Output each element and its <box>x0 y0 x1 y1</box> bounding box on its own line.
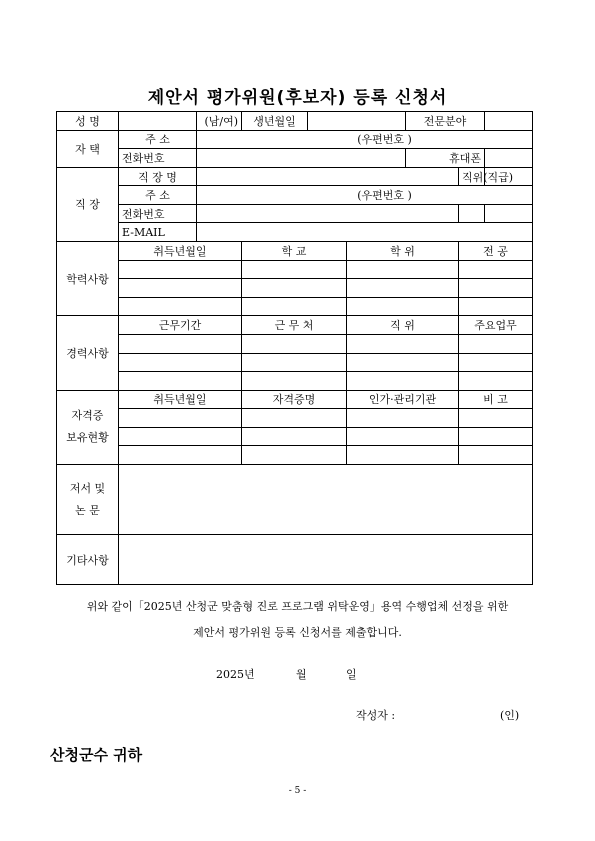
home-phone-input[interactable] <box>197 149 406 168</box>
table-row <box>57 279 533 298</box>
table-row <box>57 427 533 446</box>
career-header-period: 근무기간 <box>119 316 242 335</box>
education-cell[interactable] <box>347 279 459 298</box>
company-label: 직 장 명 <box>119 167 197 186</box>
email-label: E-MAIL <box>119 223 197 242</box>
email-input[interactable] <box>197 223 533 242</box>
license-cell[interactable] <box>242 409 347 428</box>
license-header-issuer: 인가·관리기관 <box>347 390 459 409</box>
license-cell[interactable] <box>459 409 533 428</box>
work-address-label: 주 소 <box>119 186 197 205</box>
table-row <box>57 372 533 391</box>
education-cell[interactable] <box>242 297 347 316</box>
career-cell[interactable] <box>347 353 459 372</box>
table-row <box>57 297 533 316</box>
license-cell[interactable] <box>347 446 459 465</box>
license-cell[interactable] <box>242 446 347 465</box>
table-row <box>57 409 533 428</box>
career-cell[interactable] <box>347 334 459 353</box>
work-extra-input[interactable] <box>459 204 485 223</box>
work-postal-label: (우편번호 ) <box>357 189 412 203</box>
table-row <box>57 446 533 465</box>
birth-date-input[interactable] <box>308 112 406 131</box>
career-cell[interactable] <box>459 372 533 391</box>
education-cell[interactable] <box>459 260 533 279</box>
specialty-label: 전문분야 <box>406 112 485 131</box>
publications-input[interactable] <box>119 464 533 534</box>
recipient: 산청군수 귀하 <box>50 746 143 764</box>
license-header-name: 자격증명 <box>242 390 347 409</box>
career-cell[interactable] <box>119 372 242 391</box>
form-title: 제안서 평가위원(후보자) 등록 신청서 <box>147 88 448 108</box>
work-address-input[interactable] <box>197 186 533 205</box>
etc-label: 기타사항 <box>57 535 119 585</box>
license-cell[interactable] <box>459 427 533 446</box>
work-phone-input[interactable] <box>197 204 459 223</box>
career-cell[interactable] <box>459 334 533 353</box>
license-cell[interactable] <box>119 409 242 428</box>
birth-date-label: 생년월일 <box>242 112 308 131</box>
table-row <box>57 260 533 279</box>
education-cell[interactable] <box>242 260 347 279</box>
education-cell[interactable] <box>119 279 242 298</box>
specialty-input[interactable] <box>485 112 533 131</box>
table-row <box>57 334 533 353</box>
education-cell[interactable] <box>347 260 459 279</box>
license-cell[interactable] <box>347 409 459 428</box>
home-phone-label: 전화번호 <box>119 149 197 168</box>
date-day: 일 <box>346 668 357 681</box>
table-row <box>57 353 533 372</box>
license-section-label <box>57 390 119 464</box>
license-cell[interactable] <box>119 427 242 446</box>
education-cell[interactable] <box>242 279 347 298</box>
education-cell[interactable] <box>119 297 242 316</box>
gender-label[interactable]: (남/여) <box>197 112 242 131</box>
education-cell[interactable] <box>119 260 242 279</box>
career-cell[interactable] <box>119 353 242 372</box>
career-cell[interactable] <box>459 353 533 372</box>
name-label: 성 명 <box>57 112 119 131</box>
work-section-label: 직 장 <box>57 167 119 241</box>
date-month: 월 <box>296 668 307 681</box>
mobile-input[interactable] <box>485 149 533 168</box>
career-header-position: 직 위 <box>347 316 459 335</box>
etc-input[interactable] <box>119 535 533 585</box>
registration-form-table <box>56 111 533 585</box>
career-header-duties: 주요업무 <box>459 316 533 335</box>
statement-line-2: 제안서 평가위원 등록 신청서를 제출합니다. <box>193 626 402 639</box>
company-input[interactable] <box>197 167 459 186</box>
home-postal-label: (우편번호 ) <box>357 133 412 147</box>
career-cell[interactable] <box>119 334 242 353</box>
license-header-date: 취득년월일 <box>119 390 242 409</box>
work-extra-input-2[interactable] <box>485 204 533 223</box>
mobile-label: 휴대폰 <box>406 149 485 168</box>
education-section-label: 학력사항 <box>57 242 119 316</box>
license-cell[interactable] <box>347 427 459 446</box>
education-cell[interactable] <box>459 279 533 298</box>
publications-label-line1: 저서 및 <box>69 481 106 495</box>
license-label-line1: 자격증 <box>71 409 104 423</box>
education-cell[interactable] <box>459 297 533 316</box>
license-cell[interactable] <box>119 446 242 465</box>
page-number: - 5 - <box>288 786 307 796</box>
home-section-label: 자 택 <box>57 130 119 167</box>
career-header-workplace: 근 무 처 <box>242 316 347 335</box>
home-address-label: 주 소 <box>119 130 197 149</box>
career-cell[interactable] <box>242 334 347 353</box>
work-phone-label: 전화번호 <box>119 204 197 223</box>
license-header-remarks: 비 고 <box>459 390 533 409</box>
license-cell[interactable] <box>242 427 347 446</box>
career-section-label: 경력사항 <box>57 316 119 390</box>
career-cell[interactable] <box>242 372 347 391</box>
home-address-input[interactable] <box>197 130 533 149</box>
education-header-school: 학 교 <box>242 242 347 261</box>
education-cell[interactable] <box>347 297 459 316</box>
name-input[interactable] <box>119 112 197 131</box>
seal-label: (인) <box>500 709 520 722</box>
license-cell[interactable] <box>459 446 533 465</box>
career-cell[interactable] <box>347 372 459 391</box>
position-rank-label: 직위(직급) <box>459 167 485 186</box>
author-label: 작성자 : <box>356 709 396 722</box>
education-header-major: 전 공 <box>459 242 533 261</box>
license-label-line2: 보유현황 <box>66 431 109 445</box>
publications-label <box>57 464 119 534</box>
career-cell[interactable] <box>242 353 347 372</box>
date-year: 2025년 <box>216 668 255 681</box>
statement-line-1: 위와 같이「2025년 산청군 맞춤형 진로 프로그램 위탁운영」용역 수행업체 선정을 위한 <box>86 600 509 613</box>
education-header-date: 취득년월일 <box>119 242 242 261</box>
publications-label-line2: 논 문 <box>75 503 100 517</box>
education-header-degree: 학 위 <box>347 242 459 261</box>
